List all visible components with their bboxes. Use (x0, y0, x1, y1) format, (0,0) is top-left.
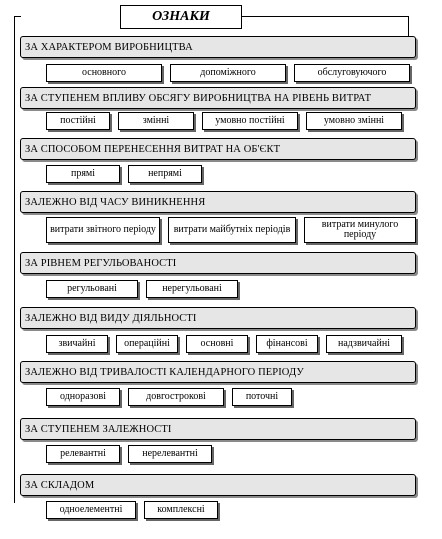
option-auxiliary: допоміжного (170, 64, 286, 82)
option-relevant: релевантні (46, 445, 120, 463)
option-indirect: непрямі (128, 165, 202, 183)
option-irrelevant: нерелевантні (128, 445, 212, 463)
option-single-element: одноелементні (46, 501, 136, 519)
option-future-periods: витрати майбутніх періодів (168, 217, 296, 243)
category-calendar-duration: ЗАЛЕЖНО ВІД ТРИВАЛОСТІ КАЛЕНДАРНОГО ПЕРІОДУ (20, 361, 416, 383)
spine-line-top-right (240, 16, 408, 18)
category-regulation-level: ЗА РІВНЕМ РЕГУЛЬОВАНОСТІ (20, 252, 416, 274)
option-reporting-period: витрати звітного періоду (46, 217, 160, 243)
option-direct: прямі (46, 165, 120, 183)
option-ordinary: звичайні (46, 335, 108, 353)
option-servicing: обслуговуючого (294, 64, 410, 82)
category-time-of-occurrence: ЗАЛЕЖНО ВІД ЧАСУ ВИНИКНЕННЯ (20, 191, 416, 213)
option-current: поточні (232, 388, 292, 406)
option-regulated: регульовані (46, 280, 138, 298)
option-past-period: витрати минулого періоду (304, 217, 416, 243)
category-composition: ЗА СКЛАДОМ (20, 474, 416, 496)
spine-line-right-drop (408, 16, 410, 36)
option-variable: змінні (118, 112, 194, 130)
option-financial: фінансові (256, 335, 318, 353)
option-main: основного (46, 64, 162, 82)
category-transfer-method: ЗА СПОСОБОМ ПЕРЕНЕСЕННЯ ВИТРАТ НА ОБ'ЄКТ (20, 138, 416, 160)
option-semi-fixed: умовно постійні (202, 112, 298, 130)
category-production-nature: ЗА ХАРАКТЕРОМ ВИРОБНИЦТВА (20, 36, 416, 58)
option-core: основні (186, 335, 248, 353)
category-dependence-degree: ЗА СТУПЕНЕМ ЗАЛЕЖНОСТІ (20, 418, 416, 440)
option-one-time: одноразові (46, 388, 120, 406)
category-activity-type: ЗАЛЕЖНО ВІД ВИДУ ДІЯЛЬНОСТІ (20, 307, 416, 329)
option-semi-variable: умовно змінні (306, 112, 402, 130)
diagram-title: ОЗНАКИ (120, 5, 242, 29)
option-fixed: постійні (46, 112, 110, 130)
option-complex: комплексні (144, 501, 218, 519)
option-operating: операційні (116, 335, 178, 353)
option-unregulated: нерегульовані (146, 280, 238, 298)
category-volume-influence: ЗА СТУПЕНЕМ ВПЛИВУ ОБСЯГУ ВИРОБНИЦТВА НА РІВЕНЬ ВИТРАТ (20, 87, 416, 109)
option-extraordinary: надзвичайні (326, 335, 402, 353)
option-long-term: довгострокові (128, 388, 224, 406)
